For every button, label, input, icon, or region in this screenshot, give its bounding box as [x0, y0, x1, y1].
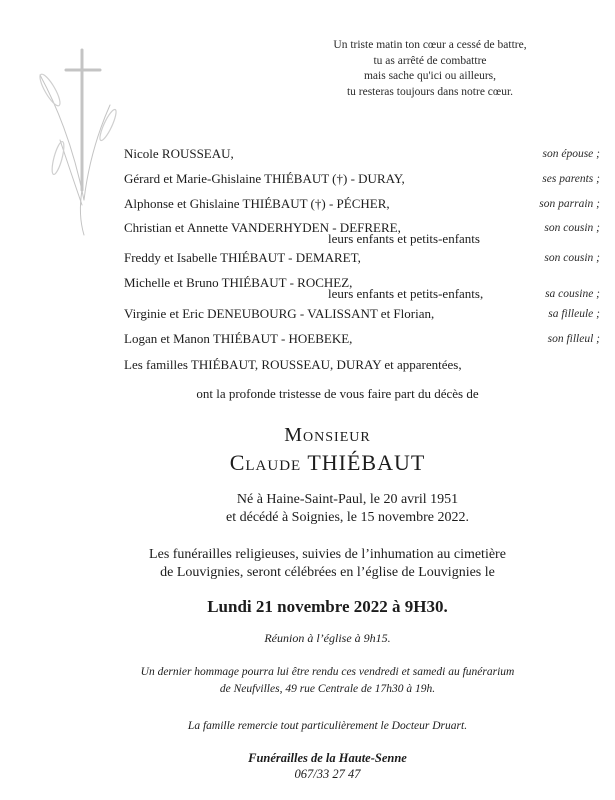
- family-name: Nicole ROUSSEAU,: [124, 146, 234, 161]
- family-name: Michelle et Bruno THIÉBAUT - ROCHEZ,: [124, 275, 353, 290]
- birth-death-info: [80, 491, 615, 527]
- family-row: [124, 306, 600, 321]
- deceased-first-name: Claude: [229, 450, 302, 475]
- funeral-line: de Louvignies, seront célébrées en l’église de Louvignies le: [160, 565, 495, 580]
- family-name: Christian et Annette VANDERHYDEN - DEFRERE,: [124, 220, 401, 235]
- poem-line: tu resteras toujours dans notre cœur.: [346, 85, 514, 98]
- funeral-line: Les funérailles religieuses, suivies de l’inhumation au cimetière: [149, 547, 506, 562]
- family-sub: leurs enfants et petits-enfants: [328, 231, 480, 246]
- poem-line: tu as arrêté de combattre: [373, 54, 487, 67]
- family-name: Gérard et Marie-Ghislaine THIÉBAUT (†) - DURAY,: [124, 171, 405, 186]
- poem: [300, 38, 560, 100]
- family-row: [124, 331, 600, 346]
- family-relation: son cousin ;: [544, 252, 600, 264]
- family-name: Freddy et Isabelle THIÉBAUT - DEMARET,: [124, 250, 361, 265]
- meeting-info: Réunion à l’église à 9h15.: [264, 631, 391, 645]
- funeral-info: [40, 546, 615, 582]
- family-row: [124, 250, 600, 265]
- family-relation: sa cousine ;: [545, 288, 600, 300]
- family-sub: leurs enfants et petits-enfants,: [328, 286, 484, 301]
- family-row: [124, 275, 600, 301]
- announcement: ont la profonde tristesse de vous faire part du décès de: [196, 386, 479, 401]
- family-name: Alphonse et Ghislaine THIÉBAUT (†) - PÉCHER,: [124, 196, 390, 211]
- thanks-note: La famille remercie tout particulièrement le Docteur Druart.: [187, 720, 468, 732]
- family-row: [124, 196, 600, 211]
- funeral-date: Lundi 21 novembre 2022 à 9H30.: [207, 597, 448, 616]
- family-name: Virginie et Eric DENEUBOURG - VALISSANT et Florian,: [124, 306, 435, 321]
- birth-line: Né à Haine-Saint-Paul, le 20 avril 1951: [236, 492, 459, 507]
- deceased-last-name: THIÉBAUT: [307, 450, 426, 475]
- family-row: [124, 220, 600, 246]
- tribute-line: Un dernier hommage pourra lui être rendu ces vendredi et samedi au funérarium: [140, 666, 515, 678]
- family-name: Les familles THIÉBAUT, ROUSSEAU, DURAY et apparentées,: [124, 357, 462, 372]
- family-name: Logan et Manon THIÉBAUT - HOEBEKE,: [124, 331, 353, 346]
- family-relation: son cousin ;: [544, 222, 600, 234]
- family-relation: son épouse ;: [542, 148, 600, 160]
- deceased-title: Monsieur: [284, 424, 371, 446]
- family-row: [124, 357, 600, 372]
- death-line: et décédé à Soignies, le 15 novembre 2022.: [226, 510, 469, 525]
- family-relation: son parrain ;: [539, 198, 600, 210]
- family-relation: son filleul ;: [547, 333, 600, 345]
- cross-wheat-icon: [10, 40, 120, 240]
- tribute-info: [40, 664, 615, 698]
- undertaker-name: Funérailles de la Haute-Senne: [248, 751, 407, 765]
- undertaker-phone: 067/33 27 47: [294, 767, 361, 781]
- poem-line: Un triste matin ton cœur a cessé de battre,: [333, 39, 527, 51]
- deceased-name: [40, 450, 615, 476]
- family-row: [124, 171, 600, 186]
- family-relation: ses parents ;: [542, 173, 600, 185]
- poem-line: mais sache qu'ici ou ailleurs,: [363, 70, 497, 82]
- family-relation: sa filleule ;: [548, 308, 600, 320]
- family-row: [124, 146, 600, 161]
- tribute-line: de Neufvilles, 49 rue Centrale de 17h30 à 19h.: [219, 683, 436, 695]
